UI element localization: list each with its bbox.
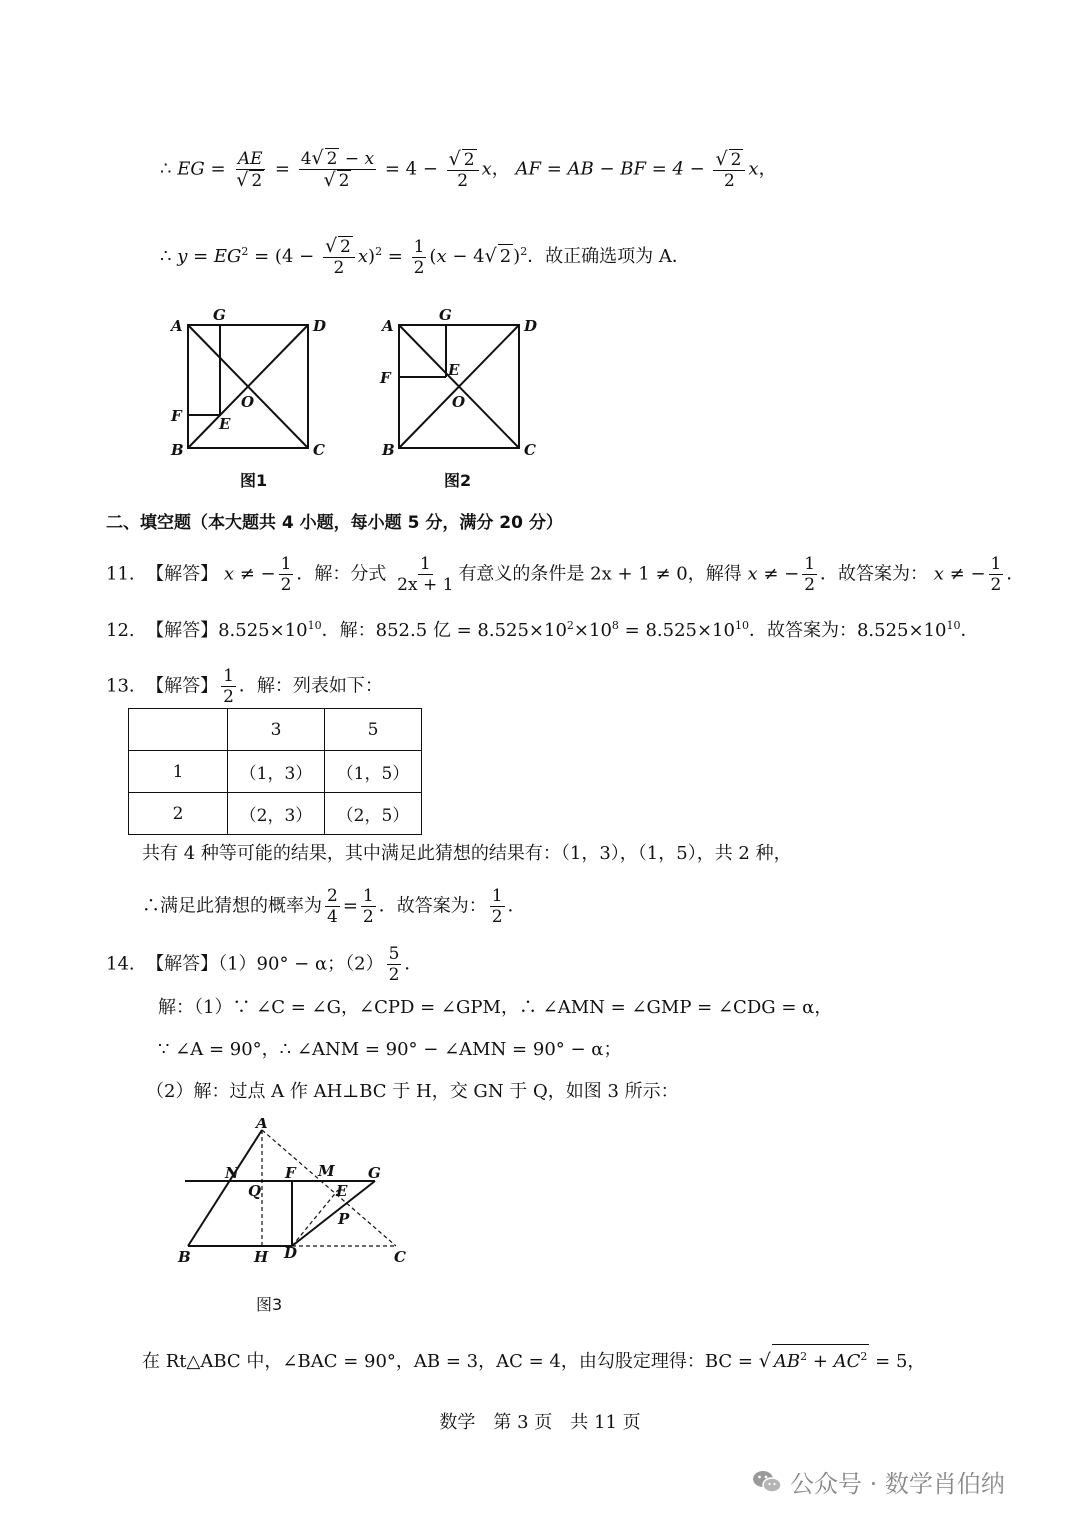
fig2-label-a: A — [382, 317, 394, 335]
fig3-segment-de — [292, 1190, 338, 1246]
conclusion-text: ．故正确选项为 A． — [527, 246, 690, 267]
q12-text-3: = 8.525×10 — [618, 620, 735, 641]
fig3-label-f: F — [285, 1164, 296, 1182]
fig2-caption: 图2 — [444, 471, 472, 490]
fig3-label-h: H — [254, 1248, 269, 1266]
table-cell: 5 — [325, 709, 422, 751]
fig3-label-b: B — [178, 1248, 191, 1266]
q12-text-1: ．解：852.5 亿 = 8.525×10 — [321, 620, 567, 641]
q13-half-b: $\frac{1}{2}$ — [491, 886, 503, 927]
q14-rt-text: 在 Rt△ABC 中，∠BAC = 90°，AB = 3，AC = 4，由勾股定理得：BC = — [142, 1351, 754, 1372]
fig2-label-f: F — [380, 369, 391, 387]
fig3-label-n: N — [225, 1164, 239, 1182]
sqrt2-over-2-fraction-c: $\frac{√ 2}{2}$ — [323, 236, 355, 278]
q11-tag: 【解答】 — [146, 563, 219, 585]
q11-text-1: ．解：分式 — [296, 563, 387, 585]
fig1-label-e: E — [219, 415, 231, 433]
fig2-label-g: G — [439, 306, 452, 324]
q11-text-2: 有意义的条件是 2x + 1 ≠ 0，解得 — [458, 563, 742, 585]
q13-text-1: ．解：列表如下： — [238, 675, 383, 697]
q13-two-fourths: $\frac{2}{4}$ — [327, 886, 338, 927]
fig3-segment-gd — [292, 1181, 375, 1246]
q13-probability-line: ∴满足此猜想的概率为 $\frac{2}{4}$ = $\frac{1}{2}$ ．故答案为： $\frac{1}{2}$ ． — [142, 886, 526, 927]
q13-line — [106, 666, 383, 707]
q12-line: 12. 【解答】$8.525\times 10^{10}$．解：852.5 亿 = $8.525\times 10^2\times 10^8 = 8.525\times 10^{10}$．故答案为：$8.525\times 10^{10}$． — [106, 619, 979, 641]
q12-number: 12. — [106, 620, 135, 641]
q12-exp-2: 2 — [566, 619, 574, 632]
sqrt2-over-2-fraction: $\frac{√ 2}{2}$ — [447, 149, 479, 191]
q14-solution-3: （2）解：过点 A 作 AH⊥BC 于 H，交 GN 于 Q，如图 3 所示： — [146, 1081, 679, 1102]
q13-tag: 【解答】 — [146, 675, 219, 697]
q14-number: 14. — [106, 953, 135, 975]
y-derivation-line: ∴ $y = EG^2 = (4$ − $\frac{√ 2}{2}$ x)$^2$ = $\frac{1}{2}$ (x − 4√ 2 )$^2$．故正确选项为 A． — [160, 235, 690, 278]
q13-half-fraction: $\frac{1}{2}$ — [223, 666, 234, 707]
fig2-label-b: B — [382, 441, 395, 459]
fig3-label-e: E — [336, 1182, 348, 1200]
fig3-label-a: A — [256, 1118, 268, 1132]
q12-text-2: ×10 — [573, 620, 612, 641]
q14-solution-1: 解：（1）∵ ∠C = ∠G，∠CPD = ∠GPM，∴ ∠AMN = ∠GMP = ∠CDG = α， — [158, 997, 833, 1018]
table-cell: 3 — [228, 709, 325, 751]
wechat-icon — [752, 1469, 782, 1495]
fig3-caption: 图3 — [256, 1295, 283, 1314]
ae-over-sqrt2-fraction: $\frac{AE}{√ 2}$ — [236, 148, 263, 191]
q13-half-a: $\frac{1}{2}$ — [362, 886, 374, 927]
fig3-label-q: Q — [248, 1182, 262, 1200]
q12-exp-8: 8 — [611, 619, 619, 632]
q11-half-fraction-b: $\frac{1}{2}$ — [804, 554, 816, 595]
q13-prob-text-2: ．故答案为： — [378, 895, 487, 917]
table-row — [129, 709, 422, 751]
fig3-label-d: D — [284, 1244, 298, 1262]
one-half-fraction: $\frac{1}{2}$ — [413, 236, 425, 278]
q12-answer: 8.525×10 — [218, 620, 308, 641]
fig1-label-o: O — [241, 393, 255, 411]
fig2-label-e: E — [448, 361, 460, 379]
fig1-label-b: B — [171, 441, 184, 459]
table-cell: （1，5） — [325, 751, 422, 793]
table-cell — [129, 709, 228, 751]
fig3-label-m: M — [318, 1162, 335, 1180]
q14-solution-2: ∵ ∠A = 90°，∴ ∠ANM = 90° − ∠AMN = 90° − α； — [158, 1039, 622, 1060]
eg-symbol: EG — [177, 158, 205, 180]
af-expression: AF = AB − BF = 4 − — [515, 158, 705, 180]
sqrt2-over-2-fraction-b: $\frac{√ 2}{2}$ — [713, 149, 745, 191]
q11-text-3: ．故答案为： — [820, 563, 929, 585]
q14-line: 14. 【解答】（1）90° − α；（2） $\frac{5}{2}$ ． — [106, 944, 423, 985]
fig2-label-o: O — [452, 393, 466, 411]
fig3-segment-ac — [262, 1130, 396, 1246]
table-cell: （2，3） — [228, 793, 325, 835]
table-cell: （2，5） — [325, 793, 422, 835]
q12-text-4: ．故答案为：8.525×10 — [748, 620, 947, 641]
q14-pythagoras-line: 在 Rt△ABC 中，∠BAC = 90°，AB = 3，AC = 4，由勾股定理得：BC = √ $AB^2 + AC^2 = 5$， — [142, 1344, 925, 1374]
q11-denominator: 2x + 1 — [397, 575, 454, 595]
watermark-text: 公众号 · 数学肖伯纳 — [790, 1470, 1005, 1498]
q12-tag: 【解答】 — [146, 620, 219, 641]
table-row — [129, 751, 422, 793]
q11-half-fraction-c: $\frac{1}{2}$ — [990, 554, 1002, 595]
fig2-label-d: D — [524, 317, 538, 335]
figure-3 — [170, 1118, 430, 1268]
figure-2 — [376, 305, 556, 465]
q14-tag: 【解答】 — [146, 953, 219, 975]
fig1-label-c: C — [313, 441, 325, 459]
q11-half-fraction: $\frac{1}{2}$ — [280, 554, 292, 595]
figure-1 — [165, 305, 345, 465]
q14-five-halves: $\frac{5}{2}$ — [388, 944, 400, 985]
fig3-label-g: G — [368, 1164, 381, 1182]
fig2-label-c: C — [524, 441, 536, 459]
therefore-symbol: ∴ — [160, 158, 172, 180]
table-cell: 1 — [129, 751, 228, 793]
fig1-label-a: A — [171, 317, 183, 335]
q13-outcome-table — [128, 708, 422, 835]
q13-number: 13. — [106, 675, 135, 697]
table-cell: （1，3） — [228, 751, 325, 793]
q11-number: 11. — [106, 563, 135, 585]
table-cell: 2 — [129, 793, 228, 835]
y-expression: y = EG — [177, 246, 242, 267]
table-row — [129, 793, 422, 835]
fig1-label-g: G — [213, 306, 226, 324]
fig1-caption: 图1 — [240, 471, 268, 490]
fig3-label-p: P — [338, 1210, 350, 1228]
q14-rt-end: = 5， — [875, 1351, 926, 1372]
fig3-label-c: C — [394, 1248, 406, 1266]
watermark — [752, 1464, 1005, 1499]
fig1-label-d: D — [313, 317, 327, 335]
q13-summary: 共有 4 种等可能的结果，其中满足此猜想的结果有：（1，3），（1，5），共 2 种， — [142, 843, 792, 864]
q12-exp: 10 — [307, 619, 322, 632]
ae-symbol: AE — [237, 148, 263, 169]
fraction-4sqrt2-minus-x: $\frac{4√ 2 - x}{√ 2}$ — [300, 147, 375, 191]
section-title: 二、填空题（本大题共 4 小题，每小题 5 分，满分 20 分） — [106, 513, 563, 533]
q11-line: 11. 【解答】 x ≠ − $\frac{1}{2}$ ．解：分式 $\frac{1}{2x + 1}$ 有意义的条件是 2x + 1 ≠ 0，解得 x ≠ − $\frac{1}{2}$ ．故答案为： x ≠ − $\frac{1}{2}$ ． — [106, 554, 1025, 595]
q13-prob-text: ∴满足此猜想的概率为 — [142, 895, 322, 917]
fig1-label-f: F — [171, 407, 182, 425]
q11-fraction: $\frac{1}{2x + 1}$ — [397, 554, 454, 595]
page-footer: 数学 第 3 页 共 11 页 — [439, 1412, 641, 1433]
eg-derivation-line: ∴ EG = $\frac{AE}{√ 2}$ = $\frac{4√ 2 - x}{√ 2}$ = 4 − $\frac{√ 2}{2}$ x， AF = AB − BF = 4 − $\frac{√ 2}{2}$ x， — [160, 147, 777, 191]
q14-answer-1: （1）90° − α；（2） — [218, 953, 384, 975]
